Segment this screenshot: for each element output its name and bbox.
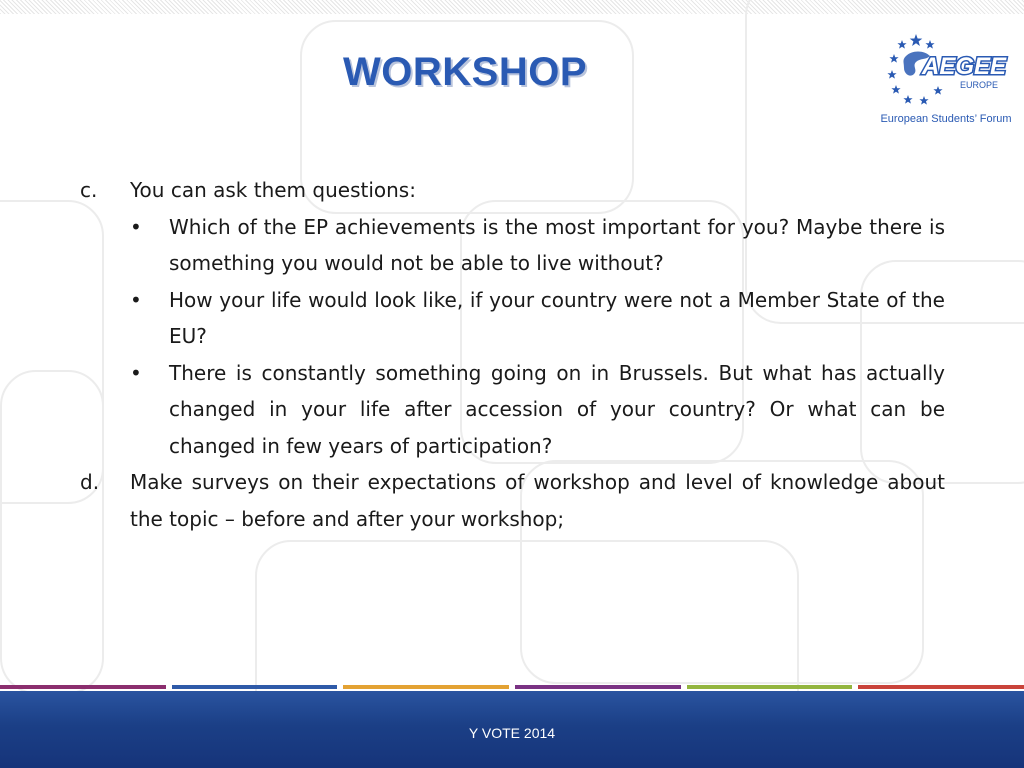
list-item-c xyxy=(80,172,945,209)
list-marker: c. xyxy=(80,178,98,202)
stripe-segment xyxy=(0,685,166,689)
sub-item-text: There is constantly something going on in Brussels. But what has actually changed in your life after accession of your country? Or what can be changed in few years of participation? xyxy=(169,360,945,458)
list-item-d xyxy=(80,464,945,537)
bullet-icon: • xyxy=(130,214,142,239)
sub-item xyxy=(130,282,945,355)
stripe-segment xyxy=(172,685,338,689)
slide-title: WORKSHOP xyxy=(343,50,587,94)
stripe-segment xyxy=(515,685,681,689)
sub-item-text: How your life would look like, if your country were not a Member State of the EU? xyxy=(169,287,945,348)
color-stripe xyxy=(0,685,1024,690)
stripe-segment xyxy=(687,685,853,689)
aegee-logo xyxy=(876,30,1016,130)
logo-tagline: European Students’ Forum xyxy=(880,113,1012,125)
footer-label: Y VOTE 2014 xyxy=(468,725,556,741)
footer-bar xyxy=(0,691,1024,768)
sub-item xyxy=(130,355,945,465)
list-item-text: Make surveys on their expectations of workshop and level of knowledge about the topic – before and after your workshop; xyxy=(130,470,945,531)
bullet-icon: • xyxy=(130,360,142,385)
logo-region: EUROPE xyxy=(960,80,999,90)
stripe-segment xyxy=(858,685,1024,689)
sub-item xyxy=(130,209,945,282)
slide-body xyxy=(80,172,945,537)
sub-item-text: Which of the EP achievements is the most important for you? Maybe there is something you would not be able to live without? xyxy=(169,214,945,275)
stripe-segment xyxy=(343,685,509,689)
svg-text:AEGEE: AEGEE xyxy=(922,53,1007,80)
bullet-icon: • xyxy=(130,287,142,312)
list-item-text: You can ask them questions: xyxy=(130,178,416,202)
eu-star-circle-globe-icon xyxy=(876,30,1016,110)
list-marker: d. xyxy=(80,470,100,494)
